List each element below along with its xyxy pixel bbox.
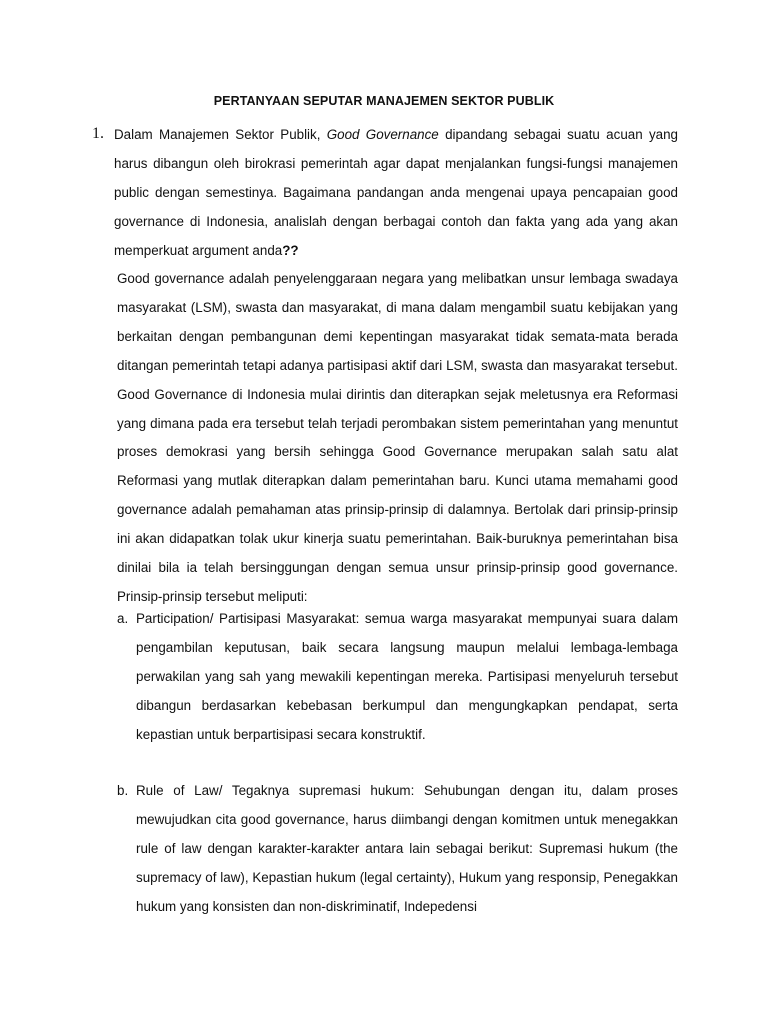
list-item-letter-a: a. bbox=[117, 611, 129, 626]
question-text bbox=[114, 121, 678, 266]
document-title: PERTANYAAN SEPUTAR MANAJEMEN SEKTOR PUBLIK bbox=[213, 94, 555, 108]
question-marks: ?? bbox=[282, 242, 299, 258]
answer-paragraph: Good governance adalah penyelenggaraan negara yang melibatkan unsur lembaga swadaya masyarakat (LSM), swasta dan masyarakat, di mana dalam mengambil suatu kebijakan yang berkaitan dengan pembangunan demi kepentingan masyarakat tidak semata-mata berada ditangan pemerintah tetapi adanya partisipasi aktif dari LSM, swasta dan masyarakat tersebut. Good Governance di Indonesia mulai dirintis dan diterapkan sejak meletusnya era Reformasi yang dimana pada era tersebut telah terjadi perombakan sistem pemerintahan yang menuntut proses demokrasi yang bersih sehingga Good Governance merupakan salah satu alat Reformasi yang mutlak diterapkan dalam pemerintahan baru. Kunci utama memahami good governance adalah pemahaman atas prinsip-prinsip di dalamnya. Bertolak dari prinsip-prinsip ini akan didapatkan tolak ukur kinerja suatu pemerintahan. Baik-buruknya pemerintahan bisa dinilai bila ia telah bersinggungan dengan semua unsur prinsip-prinsip good governance. Prinsip-prinsip tersebut meliputi: bbox=[117, 271, 678, 604]
question-text-rest: dipandang sebagai suatu acuan yang harus dibangun oleh birokrasi pemerintah agar dapat menjalankan fungsi-fungsi manajemen public dengan semestinya. Bagaimana pandangan anda mengenai upaya pencapaian good governance di Indonesia, analislah dengan berbagai contoh dan fakta yang ada yang akan memperkuat argument anda bbox=[114, 127, 678, 258]
list-item-rule-of-law: Rule of Law/ Tegaknya supremasi hukum: Sehubungan dengan itu, dalam proses mewujudkan cita good governance, harus diimbangi dengan komitmen untuk menegakkan rule of law dengan karakter-karakter antara lain sebagai berikut: Supremasi hukum (the supremacy of law), Kepastian hukum (legal certainty), Hukum yang responsip, Penegakkan hukum yang konsisten dan non-diskriminatif, Indepedensi bbox=[136, 783, 678, 914]
list-item-letter-b: b. bbox=[117, 783, 129, 798]
question-italic-term: Good Governance bbox=[326, 127, 439, 142]
question-number: 1. bbox=[92, 125, 104, 142]
list-item-participation: Participation/ Partisipasi Masyarakat: semua warga masyarakat mempunyai suara dalam pengambilan keputusan, baik secara langsung maupun melalui lembaga-lembaga perwakilan yang sah yang mewakili kepentingan mereka. Partisipasi menyeluruh tersebut dibangun berdasarkan kebebasan berkumpul dan mengungkapkan pendapat, serta kepastian untuk berpartisipasi secara konstruktif. bbox=[136, 611, 678, 742]
question-text-start: Dalam Manajemen Sektor Publik, bbox=[114, 127, 327, 142]
